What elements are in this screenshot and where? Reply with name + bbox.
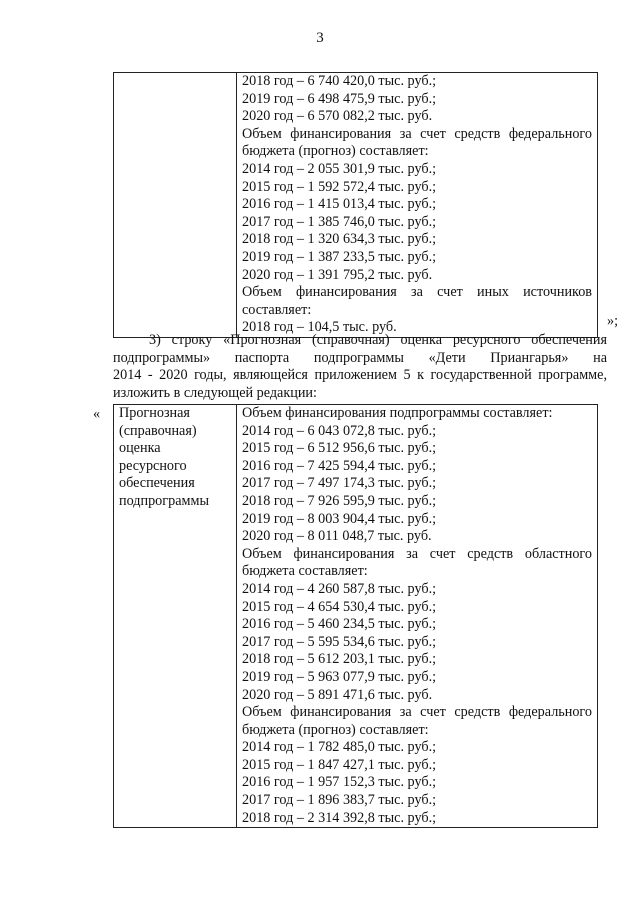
table1-line: Объем финансирования за счет иных источников bbox=[242, 284, 592, 301]
table2-line: 2017 год – 1 896 383,7 тыс. руб.; bbox=[242, 792, 437, 809]
table1-line: 2017 год – 1 385 746,0 тыс. руб.; bbox=[242, 213, 437, 230]
table1-line: Объем финансирования за счет средств федерального bbox=[242, 125, 592, 142]
table2-line: Объем финансирования за счет средств областного bbox=[242, 545, 592, 562]
row-title-line: подпрограммы bbox=[119, 492, 209, 509]
table2-line: Объем финансирования за счет средств федерального bbox=[242, 704, 592, 721]
table1-line: бюджета (прогноз) составляет: bbox=[242, 143, 429, 160]
row-title-line: Прогнозная bbox=[119, 405, 190, 421]
table2-line: 2020 год – 5 891 471,6 тыс. руб. bbox=[242, 686, 433, 703]
table2-line: 2020 год – 8 011 048,7 тыс. руб. bbox=[242, 528, 432, 545]
table2-line: 2016 год – 5 460 234,5 тыс. руб.; bbox=[242, 616, 437, 633]
table2-line: Объем финансирования подпрограммы составляет: bbox=[242, 405, 553, 421]
table2-left-cell bbox=[114, 405, 237, 828]
table2-line: 2014 год – 1 782 485,0 тыс. руб.; bbox=[242, 739, 437, 756]
table1-left-cell bbox=[114, 73, 237, 338]
table2-line: 2015 год – 4 654 530,4 тыс. руб.; bbox=[242, 598, 437, 615]
table1-right-cell bbox=[237, 73, 598, 338]
table2-line: 2015 год – 6 512 956,6 тыс. руб.; bbox=[242, 440, 437, 457]
table1-line: составляет: bbox=[242, 301, 312, 318]
row-title-line: оценка bbox=[119, 440, 161, 457]
paragraph-line: изложить в следующей редакции: bbox=[113, 384, 317, 401]
table1-line: 2020 год – 6 570 082,2 тыс. руб. bbox=[242, 108, 433, 125]
table2-line: 2019 год – 8 003 904,4 тыс. руб.; bbox=[242, 510, 437, 527]
opening-quote: « bbox=[93, 406, 101, 422]
table2-right-cell bbox=[237, 405, 598, 828]
table2-line: 2014 год – 4 260 587,8 тыс. руб.; bbox=[242, 580, 437, 597]
table2-line: 2018 год – 5 612 203,1 тыс. руб.; bbox=[242, 651, 437, 668]
row-title-line: ресурсного bbox=[119, 457, 187, 474]
table1-line: 2019 год – 1 387 233,5 тыс. руб.; bbox=[242, 248, 437, 265]
amendment-paragraph bbox=[113, 332, 607, 402]
table2-line: 2015 год – 1 847 427,1 тыс. руб.; bbox=[242, 756, 437, 773]
table2-line: бюджета (прогноз) составляет: bbox=[242, 721, 429, 738]
financing-table-new bbox=[113, 404, 598, 828]
table1-line: 2018 год – 6 740 420,0 тыс. руб.; bbox=[242, 73, 437, 89]
paragraph-line: 3) строку «Прогнозная (справочная) оценка ресурсного обеспечения bbox=[149, 332, 607, 348]
page-number: 3 bbox=[316, 30, 324, 46]
table1-line: 2018 год – 104,5 тыс. руб. bbox=[242, 319, 397, 336]
table2-line: 2019 год – 5 963 077,9 тыс. руб.; bbox=[242, 668, 437, 685]
table2-line: 2016 год – 7 425 594,4 тыс. руб.; bbox=[242, 457, 437, 474]
table1-line: 2016 год – 1 415 013,4 тыс. руб.; bbox=[242, 196, 437, 213]
table1-line: 2018 год – 1 320 634,3 тыс. руб.; bbox=[242, 231, 437, 248]
table1-line: 2014 год – 2 055 301,9 тыс. руб.; bbox=[242, 160, 437, 177]
table2-line: 2017 год – 5 595 534,6 тыс. руб.; bbox=[242, 633, 437, 650]
table1-line: 2015 год – 1 592 572,4 тыс. руб.; bbox=[242, 178, 437, 195]
row-title-line: обеспечения bbox=[119, 475, 195, 492]
table1-line: 2019 год – 6 498 475,9 тыс. руб.; bbox=[242, 90, 437, 107]
paragraph-line: 2014 - 2020 годы, являющейся приложением 5 к государственной программе, bbox=[113, 367, 607, 384]
table2-line: 2017 год – 7 497 174,3 тыс. руб.; bbox=[242, 475, 437, 492]
table2-line: бюджета составляет: bbox=[242, 563, 368, 580]
table2-line: 2016 год – 1 957 152,3 тыс. руб.; bbox=[242, 774, 437, 791]
table2-line: 2014 год – 6 043 072,8 тыс. руб.; bbox=[242, 422, 437, 439]
closing-quote: »; bbox=[607, 313, 619, 329]
table2-line: 2018 год – 7 926 595,9 тыс. руб.; bbox=[242, 492, 437, 509]
table1-line: 2020 год – 1 391 795,2 тыс. руб. bbox=[242, 266, 433, 283]
row-title-line: (справочная) bbox=[119, 422, 197, 439]
paragraph-line: подпрограммы» паспорта подпрограммы «Дети Приангарья» на bbox=[113, 349, 607, 366]
financing-table-continued bbox=[113, 72, 598, 338]
table2-line: 2018 год – 2 314 392,8 тыс. руб.; bbox=[242, 809, 437, 826]
